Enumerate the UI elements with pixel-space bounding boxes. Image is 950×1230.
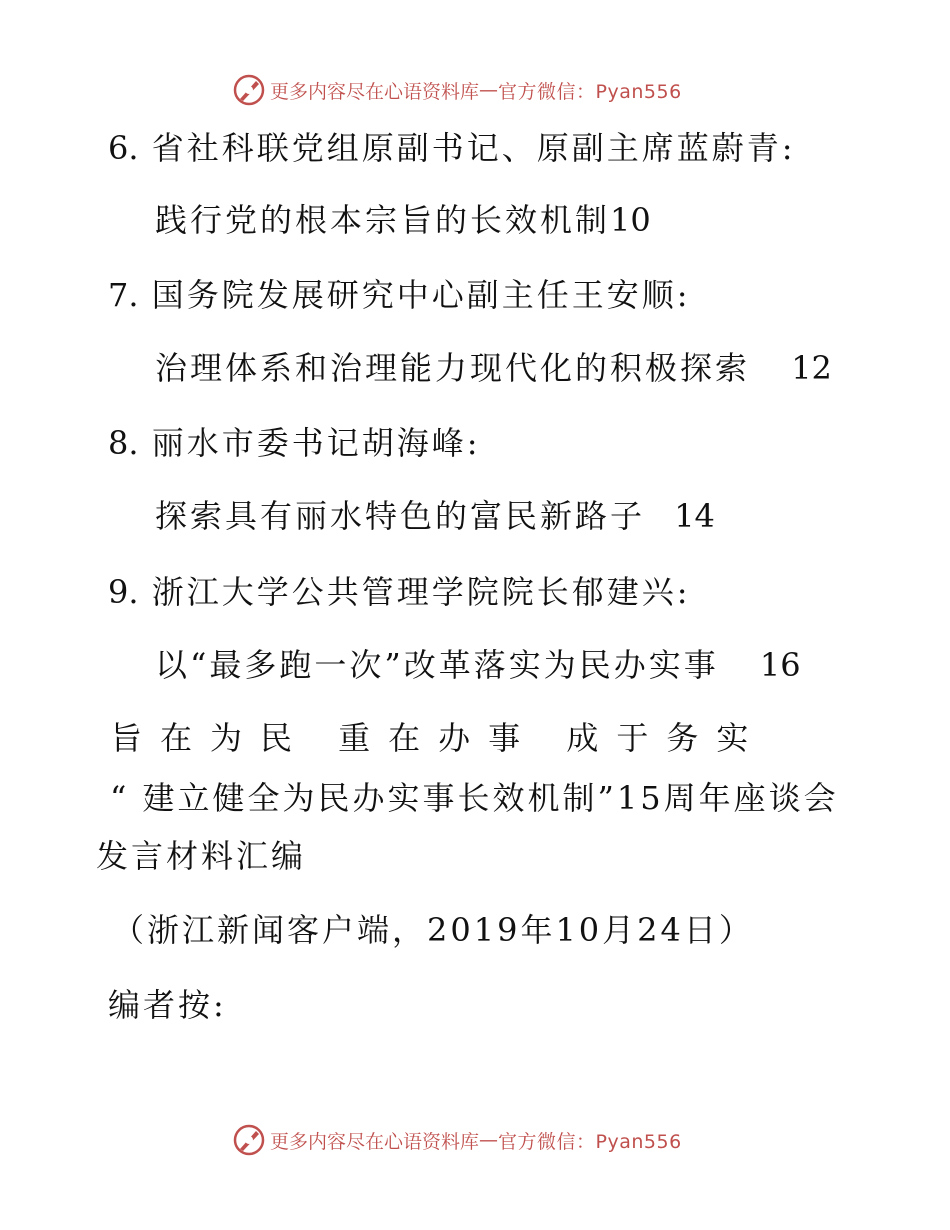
slogan-heading: 旨在为民 重在办事 成于务实: [110, 719, 767, 757]
toc-subtitle: 践行党的根本宗旨的长效机制: [155, 201, 611, 239]
toc-page: 16: [759, 646, 801, 684]
toc-item-8-subtitle: [155, 496, 715, 536]
toc-number: 7.: [108, 276, 139, 314]
toc-item-8-title: [108, 423, 481, 463]
pen-logo-icon: [232, 1123, 266, 1157]
meeting-title: “ 建立健全为民办实事长效机制”15周年座谈会: [110, 779, 839, 817]
source-line: （浙江新闻客户端，2019年10月24日）: [112, 911, 754, 949]
toc-subtitle: 治理体系和治理能力现代化的积极探索: [155, 349, 751, 387]
toc-item-9-subtitle: [155, 645, 801, 685]
compilation-title: 发言材料汇编: [96, 837, 307, 875]
toc-title: 丽水市委书记胡海峰:: [151, 424, 481, 462]
toc-title: 省社科联党组原副书记、原副主席蓝蔚青:: [151, 129, 796, 167]
watermark-bottom: [232, 1122, 682, 1158]
toc-page: 10: [610, 201, 651, 239]
toc-number: 9.: [108, 573, 139, 611]
toc-item-7-title: [108, 275, 691, 315]
watermark-top: [232, 72, 682, 108]
watermark-wechat: 官方微信：Pyan556: [498, 80, 682, 103]
toc-subtitle: 以“最多跑一次”改革落实为民办实事: [155, 646, 719, 684]
toc-title: 浙江大学公共管理学院院长郁建兴:: [151, 573, 691, 611]
watermark-dash: —: [479, 79, 499, 101]
toc-page: 12: [791, 349, 832, 387]
toc-title: 国务院发展研究中心副主任王安顺:: [151, 276, 691, 314]
editor-note-label: 编者按:: [108, 986, 227, 1024]
toc-item-6-title: [108, 128, 796, 168]
watermark-text: 更多内容尽在心语资料库: [270, 80, 480, 103]
toc-subtitle: 探索具有丽水特色的富民新路子: [155, 497, 646, 535]
pen-logo-icon: [232, 73, 266, 107]
toc-item-9-title: [108, 572, 691, 612]
toc-number: 6.: [108, 129, 139, 167]
toc-page: 14: [674, 497, 715, 535]
watermark-dash: —: [479, 1129, 499, 1151]
toc-item-6-subtitle: [155, 200, 651, 240]
toc-item-7-subtitle: [155, 348, 832, 388]
watermark-text: 更多内容尽在心语资料库: [270, 1130, 480, 1153]
toc-number: 8.: [108, 424, 139, 462]
watermark-wechat: 官方微信：Pyan556: [498, 1130, 682, 1153]
